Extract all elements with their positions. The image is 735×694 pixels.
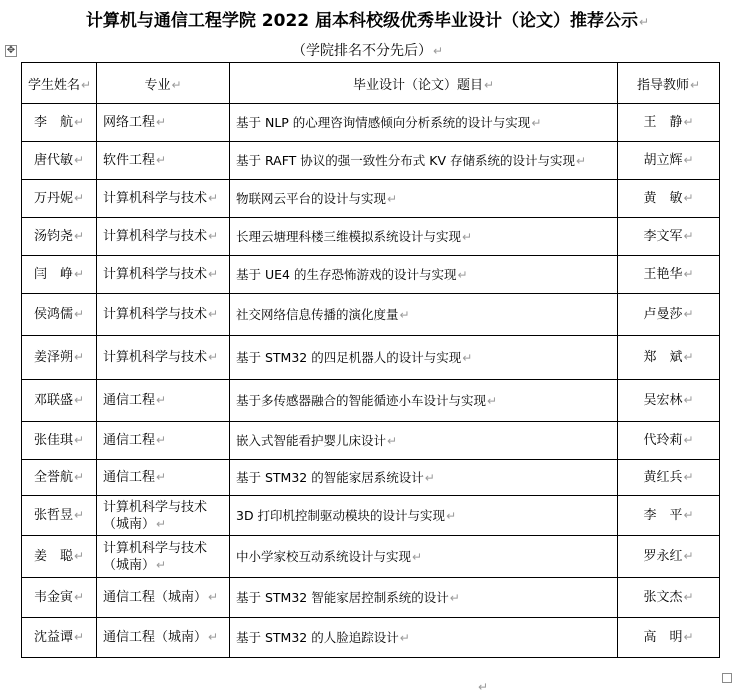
paragraph-mark-icon: ↵ [683, 590, 694, 604]
major-cell [97, 336, 230, 380]
major-cell [97, 256, 230, 294]
document-title-text: 计算机与通信工程学院 2022 届本科校级优秀毕业设计（论文）推荐公示 [85, 11, 639, 31]
thesis-title-cell-text: 基于 STM32 的智能家居系统设计 [236, 469, 424, 485]
header-thesis-title: 毕业设计（论文）题目↵ [230, 63, 618, 104]
advisor-cell [618, 536, 720, 578]
major-cell-text: 计算机科学与技术 [103, 267, 208, 282]
student-name-cell [22, 422, 97, 460]
header-student-name: 学生姓名↵ [22, 63, 97, 104]
thesis-title-cell [230, 618, 618, 658]
paragraph-mark-icon: ↵ [73, 630, 85, 644]
paragraph-mark-icon: ↵ [683, 508, 694, 522]
paragraph-mark-icon: ↵ [683, 191, 694, 205]
header-advisor: 指导教师↵ [618, 63, 720, 104]
paragraph-mark-icon: ↵ [683, 267, 694, 281]
major-cell-text: 通信工程（城南） [103, 630, 208, 645]
advisor-cell-text: 罗永红 [643, 549, 683, 564]
thesis-title-cell-text: 3D 打印机控制驱动模块的设计与实现 [236, 507, 446, 523]
student-name-cell-text: 姜泽朔 [33, 350, 73, 365]
table-resize-handle[interactable] [722, 673, 732, 683]
recommendation-table [21, 62, 720, 658]
thesis-title-cell-text: 长理云塘理科楼三维模拟系统设计与实现 [236, 228, 462, 244]
advisor-cell [618, 180, 720, 218]
major-cell [97, 218, 230, 256]
paragraph-mark-icon: ↵ [171, 77, 182, 92]
thesis-title-cell [230, 218, 618, 256]
paragraph-mark-icon: ↵ [446, 508, 457, 523]
paragraph-mark-icon: ↵ [156, 153, 167, 167]
paragraph-mark-icon: ↵ [73, 549, 85, 563]
table-row [22, 380, 720, 422]
paragraph-mark-icon: ↵ [156, 115, 167, 129]
advisor-cell [618, 496, 720, 536]
paragraph-mark-icon: ↵ [156, 433, 167, 447]
student-name-cell [22, 618, 97, 658]
table-row [22, 618, 720, 658]
table-row [22, 422, 720, 460]
major-cell [97, 618, 230, 658]
paragraph-mark-icon: ↵ [462, 350, 473, 365]
paragraph-mark-icon: ↵ [208, 350, 219, 364]
paragraph-mark-icon: ↵ [449, 590, 460, 605]
thesis-title-cell [230, 380, 618, 422]
table-row [22, 142, 720, 180]
paragraph-mark-icon: ↵ [73, 508, 85, 522]
student-name-cell-text: 侯鸿儒 [33, 307, 73, 322]
thesis-title-cell [230, 536, 618, 578]
student-name-cell [22, 336, 97, 380]
table-row [22, 218, 720, 256]
advisor-cell-text: 李文军 [643, 229, 683, 244]
paragraph-mark-icon: ↵ [457, 267, 468, 282]
thesis-title-cell-text: 物联网云平台的设计与实现 [236, 190, 387, 206]
paragraph-mark-icon: ↵ [73, 590, 85, 604]
paragraph-mark-icon: ↵ [683, 549, 694, 563]
student-name-cell [22, 380, 97, 422]
paragraph-mark-icon: ↵ [73, 153, 85, 167]
advisor-cell [618, 104, 720, 142]
thesis-title-cell [230, 104, 618, 142]
paragraph-mark-icon: ↵ [462, 229, 473, 244]
thesis-title-cell-text: 基于 STM32 的人脸追踪设计 [236, 629, 399, 645]
thesis-title-cell-text: 基于多传感器融合的智能循迹小车设计与实现 [236, 392, 487, 408]
major-cell-text: 通信工程 [103, 393, 156, 408]
table-header-row [22, 63, 720, 104]
paragraph-mark-icon: ↵ [73, 470, 85, 484]
paragraph-mark-icon: ↵ [73, 393, 85, 407]
table-row [22, 294, 720, 336]
paragraph-mark-icon: ↵ [73, 433, 85, 447]
advisor-cell-text: 高 明 [643, 630, 683, 645]
table-row [22, 180, 720, 218]
advisor-cell-text: 郑 斌 [643, 350, 683, 365]
thesis-title-cell-text: 基于 STM32 的四足机器人的设计与实现 [236, 349, 462, 365]
thesis-title-cell [230, 336, 618, 380]
document-title [0, 6, 735, 31]
paragraph-mark-icon: ↵ [575, 153, 587, 168]
paragraph-mark-icon: ↵ [683, 630, 694, 644]
student-name-cell-text: 邓联盛 [33, 393, 73, 408]
paragraph-mark-icon: ↵ [73, 191, 85, 205]
table-row [22, 104, 720, 142]
thesis-title-cell-text: 基于 STM32 智能家居控制系统的设计 [236, 589, 449, 605]
major-cell [97, 104, 230, 142]
thesis-title-cell [230, 496, 618, 536]
major-cell [97, 460, 230, 496]
paragraph-mark-icon: ↵ [156, 516, 167, 531]
paragraph-mark-icon: ↵ [639, 15, 650, 29]
document-subtitle-text: （学院排名不分先后） [291, 43, 432, 59]
thesis-title-cell [230, 180, 618, 218]
paragraph-mark-icon: ↵ [73, 267, 85, 281]
student-name-cell [22, 218, 97, 256]
advisor-cell-text: 代玲莉 [643, 433, 683, 448]
student-name-cell-text: 韦金寅 [33, 590, 73, 605]
advisor-cell-text: 胡立辉 [643, 153, 683, 168]
thesis-title-cell-text: 基于 UE4 的生存恐怖游戏的设计与实现 [236, 266, 457, 282]
advisor-cell [618, 294, 720, 336]
student-name-cell-text: 沈益谭 [33, 630, 73, 645]
header-major: 专业↵ [97, 63, 230, 104]
paragraph-mark-icon: ↵ [689, 77, 701, 92]
major-cell-text: 计算机科学与技术 [103, 229, 208, 244]
major-cell [97, 496, 230, 536]
major-cell-text: 通信工程 [103, 470, 156, 485]
paragraph-mark-icon: ↵ [432, 44, 444, 58]
thesis-title-cell-text: 嵌入式智能看护婴儿床设计 [236, 432, 387, 448]
major-cell-text: 网络工程 [103, 115, 156, 130]
paragraph-mark-icon: ↵ [683, 229, 694, 243]
advisor-cell [618, 422, 720, 460]
student-name-cell [22, 536, 97, 578]
student-name-cell-text: 李 航 [33, 115, 73, 130]
advisor-cell [618, 336, 720, 380]
paragraph-mark-icon: ↵ [73, 229, 85, 243]
student-name-cell-text: 闫 峥 [33, 267, 73, 282]
student-name-cell-text: 汤钧尧 [33, 229, 73, 244]
major-cell-text: 计算机科学与技术（城南） [103, 499, 208, 532]
advisor-cell [618, 142, 720, 180]
advisor-cell [618, 578, 720, 618]
paragraph-mark-icon: ↵ [208, 307, 219, 321]
advisor-cell-text: 卢曼莎 [643, 307, 683, 322]
major-cell-text: 计算机科学与技术（城南） [103, 540, 208, 573]
major-cell [97, 294, 230, 336]
major-cell [97, 180, 230, 218]
major-cell-text: 计算机科学与技术 [103, 191, 208, 206]
paragraph-mark-icon: ↵ [387, 191, 398, 206]
paragraph-mark-icon: ↵ [208, 630, 219, 644]
student-name-cell [22, 578, 97, 618]
student-name-cell-text: 张佳琪 [33, 433, 73, 448]
student-name-cell-text: 姜 聪 [33, 549, 73, 564]
document-subtitle [0, 40, 735, 60]
advisor-cell [618, 256, 720, 294]
major-cell [97, 380, 230, 422]
major-cell-text: 通信工程 [103, 433, 156, 448]
student-name-cell-text: 唐代敏 [33, 153, 73, 168]
table-row [22, 336, 720, 380]
major-cell [97, 536, 230, 578]
student-name-cell [22, 294, 97, 336]
advisor-cell [618, 380, 720, 422]
student-name-cell [22, 256, 97, 294]
paragraph-mark-icon: ↵ [683, 393, 694, 407]
thesis-title-cell [230, 142, 618, 180]
paragraph-mark-icon: ↵ [156, 557, 167, 572]
paragraph-mark-icon: ↵ [73, 350, 85, 364]
paragraph-mark-icon: ↵ [73, 115, 85, 129]
paragraph-mark-icon: ↵ [208, 191, 219, 205]
paragraph-mark-icon: ↵ [424, 470, 435, 485]
table-row [22, 496, 720, 536]
paragraph-mark-icon: ↵ [208, 229, 219, 243]
student-name-cell [22, 104, 97, 142]
advisor-cell-text: 吴宏林 [643, 393, 683, 408]
thesis-title-cell [230, 578, 618, 618]
paragraph-mark-icon: ↵ [487, 393, 498, 408]
advisor-cell-text: 李 平 [643, 508, 683, 523]
major-cell-text: 通信工程（城南） [103, 590, 208, 605]
paragraph-mark-icon: ↵ [412, 549, 423, 564]
thesis-title-cell [230, 294, 618, 336]
advisor-cell-text: 黄红兵 [643, 470, 683, 485]
advisor-cell-text: 张文杰 [643, 590, 683, 605]
paragraph-mark-icon: ↵ [399, 307, 410, 322]
table-move-handle-icon[interactable]: ✥ [6, 45, 16, 56]
major-cell [97, 578, 230, 618]
thesis-title-cell-text: 基于 NLP 的心理咨询情感倾向分析系统的设计与实现 [236, 114, 531, 130]
paragraph-mark-icon: ↵ [683, 433, 694, 447]
major-cell [97, 142, 230, 180]
thesis-title-cell [230, 460, 618, 496]
table-body [22, 104, 720, 658]
major-cell-text: 计算机科学与技术 [103, 307, 208, 322]
paragraph-mark-icon: ↵ [81, 77, 92, 92]
paragraph-mark-icon: ↵ [683, 153, 694, 167]
advisor-cell-text: 王艳华 [643, 267, 683, 282]
paragraph-mark-icon: ↵ [683, 307, 694, 321]
thesis-title-cell-text: 社交网络信息传播的演化度量 [236, 306, 399, 322]
major-cell-text: 软件工程 [103, 153, 156, 168]
student-name-cell-text: 张哲昱 [33, 508, 73, 523]
paragraph-mark-icon: ↵ [156, 393, 167, 407]
thesis-title-cell-text: 基于 RAFT 协议的强一致性分布式 KV 存储系统的设计与实现 [236, 152, 575, 168]
advisor-cell [618, 460, 720, 496]
paragraph-mark-icon: ↵ [399, 630, 410, 645]
paragraph-mark-icon: ↵ [208, 590, 219, 604]
student-name-cell [22, 496, 97, 536]
table-row [22, 460, 720, 496]
paragraph-mark-icon: ↵ [73, 307, 85, 321]
thesis-title-cell [230, 422, 618, 460]
paragraph-mark-icon: ↵ [683, 350, 694, 364]
advisor-cell-text: 王 静 [643, 115, 683, 130]
student-name-cell-text: 万丹妮 [33, 191, 73, 206]
student-name-cell [22, 460, 97, 496]
major-cell-text: 计算机科学与技术 [103, 350, 208, 365]
paragraph-mark-icon: ↵ [683, 470, 694, 484]
student-name-cell [22, 180, 97, 218]
table-row [22, 536, 720, 578]
paragraph-mark-icon: ↵ [483, 77, 495, 92]
paragraph-mark-icon: ↵ [531, 115, 542, 130]
paragraph-mark-icon: ↵ [478, 680, 489, 694]
advisor-cell [618, 218, 720, 256]
major-cell [97, 422, 230, 460]
table-row [22, 256, 720, 294]
paragraph-mark-icon: ↵ [156, 470, 167, 484]
paragraph-mark-icon: ↵ [208, 267, 219, 281]
student-name-cell-text: 全誉航 [33, 470, 73, 485]
paragraph-mark-icon: ↵ [683, 115, 694, 129]
student-name-cell [22, 142, 97, 180]
thesis-title-cell-text: 中小学家校互动系统设计与实现 [236, 548, 412, 564]
advisor-cell-text: 黄 敏 [643, 191, 683, 206]
table-row [22, 578, 720, 618]
advisor-cell [618, 618, 720, 658]
paragraph-mark-icon: ↵ [387, 433, 398, 448]
thesis-title-cell [230, 256, 618, 294]
